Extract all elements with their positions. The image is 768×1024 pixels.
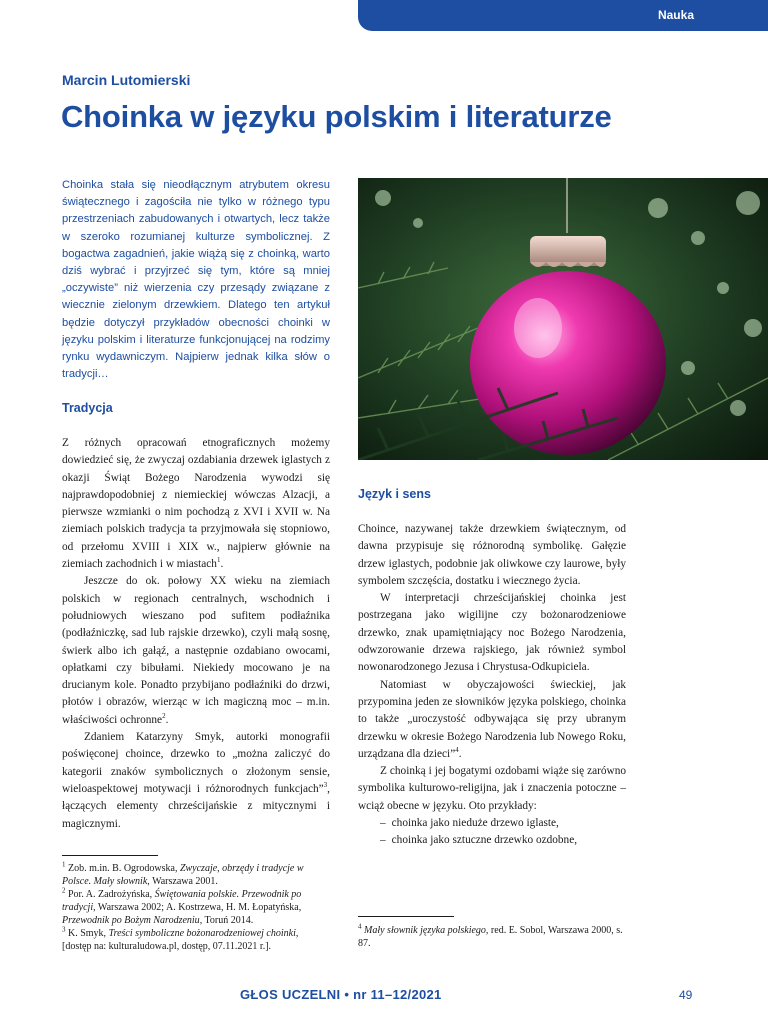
christmas-bauble-photo bbox=[358, 178, 768, 460]
paragraph: Z różnych opracowań etnograficznych możemy dowiedzieć się, że zwyczaj ozdabiania drzewek iglastych z okazji Świąt Bożego Narodzenia wywodzi się najprawdopodobniej z niemieckiej wówczas Alzacji, a pierwsze wzmianki o nim pochodzą z XVI i XVII w. Na ziemiach polskich tradycja ta przyjmowała się stopniowo, od przełomu XVIII i XIX w., najpierw głównie na ziemiach zachodnich i w miastach$^1$. bbox=[62, 437, 330, 571]
paragraph: Natomiast w obyczajowości świeckiej, jak przypomina jeden ze słowników języka polskiego, choinka to także „uroczystość odbywająca się przy ubranym drzewku w okresie Bożego Narodzenia lub Nowego Roku, urządzana dla dzieci”$^4$. bbox=[358, 678, 626, 760]
article-title: Choinka w języku polskim i literaturze bbox=[61, 99, 612, 134]
section-heading-jezyk-i-sens: Język i sens bbox=[358, 487, 431, 501]
footnote-divider bbox=[358, 916, 454, 917]
list-item: – choinka jako sztuczne drzewko ozdobne, bbox=[358, 832, 626, 849]
issue-number: nr 11–12/2021 bbox=[353, 987, 442, 1002]
footnote-divider bbox=[62, 855, 158, 856]
footnote-3: $^3$ K. Smyk, Treści symboliczne bożonarodzeniowej choinki, [dostęp na: kulturaludowa.pl, dostęp, 07.11.2021 r.]. bbox=[62, 925, 299, 952]
magazine-name: GŁOS UCZELNI bbox=[240, 987, 341, 1002]
left-column-body bbox=[62, 435, 330, 833]
paragraph: Choince, nazywanej także drzewkiem świątecznym, od dawna przypisuje się różnorodną symbolikę. Gałęzie drzew iglastych, podobnie jak oliwkowe czy laurowe, były symbolem szczęścia, dostatku i wiecznego życia. bbox=[358, 523, 626, 587]
section-heading-tradycja: Tradycja bbox=[62, 401, 113, 415]
page-number: 49 bbox=[679, 988, 693, 1002]
footnotes-left bbox=[62, 862, 330, 953]
footnote-1: $^1$ Zob. m.in. B. Ogrodowska, Zwyczaje, obrzędy i tradycje w Polsce. Mały słownik, Warszawa 2001. bbox=[62, 860, 304, 887]
article-author: Marcin Lutomierski bbox=[62, 72, 191, 88]
section-tab bbox=[358, 0, 768, 31]
paragraph: Jeszcze do ok. połowy XX wieku na ziemiach polskich w regionach centralnych, wschodnich i południowych wieszano pod sufitem podłaźnika (podłaźniczkę, sad lub rajskie drzewko), czyli małą sosnę, świerk albo ich gałąź, a następnie ozdabiano owocami, opłatkami czy bibułami. Niekiedy mocowano je na drucianym kole. Ponadto przybijano podłaźniki do drzwi, płotów i obrazów, wierząc w ich magiczną moc – m.in. właściwości ochronne$^2$. bbox=[62, 575, 330, 726]
footer-separator: • bbox=[344, 987, 350, 1002]
list-item: – choinka jako nieduże drzewo iglaste, bbox=[358, 815, 626, 832]
article-lead: Choinka stała się nieodłącznym atrybutem okresu świątecznego i zagościła nie tylko w różnego typu przestrzeniach zabudowanych i otwartych, lecz także w szeroko rozumianej kulturze symbolicznej. Z bogactwa zagadnień, jakie wiążą się z choinką, warto dziś wybrać i przyjrzeć się tym, które są mniej „oczywiste” niż wierzenia czy przesądy związane z wiecznie zielonym drzewkiem. Dlatego ten artykuł będzie dotyczył przykładów obecności choinki w języku polskim i literaturze funkcjonującej na rodzimy rynku wydawniczym. Najpierw jednak kilka słów o tradycji… bbox=[62, 179, 330, 381]
paragraph: Zdaniem Katarzyny Smyk, autorki monografii poświęconej choince, drzewko to „można zaliczyć do kategorii znaków symbolicznych o złożonym sensie, wieloaspektowej motywacji i różnorodnych funkcjach”$^3$, łączących elementy chrześcijańskie z mitycznymi i magicznymi. bbox=[62, 731, 330, 830]
paragraph: Z choinką i jej bogatymi ozdobami wiąże się zarówno symbolika kulturowo-religijna, jak i znaczenia potoczne – wciąż obecne w języku. Oto przykłady: bbox=[358, 765, 626, 812]
right-column-body bbox=[358, 521, 626, 850]
section-label: Nauka bbox=[657, 8, 694, 22]
examples-list bbox=[358, 815, 626, 850]
footnotes-right bbox=[358, 924, 626, 950]
paragraph: W interpretacji chrześcijańskiej choinka jest postrzegana jako wigilijne czy bożonarodzeniowe drzewko, znak upamiętniający noc Bożego Narodzenia, odwzorowanie drzewa rajskiego, jak również symbol nowonarodzonego Jezusa i Chrystusa-Odkupiciela. bbox=[358, 592, 626, 674]
magazine-footer bbox=[240, 987, 442, 1002]
footnote-2: $^2$ Por. A. Zadrożyńska, Świętowania polskie. Przewodnik po tradycji, Warszawa 2002; A. Kostrzewa, H. M. Łopatyńska, Przewodnik po Bożym Narodzeniu, Toruń 2014. bbox=[62, 886, 302, 926]
footnote-4: $^4$ Mały słownik języka polskiego, red. E. Sobol, Warszawa 2000, s. 87. bbox=[358, 922, 623, 949]
